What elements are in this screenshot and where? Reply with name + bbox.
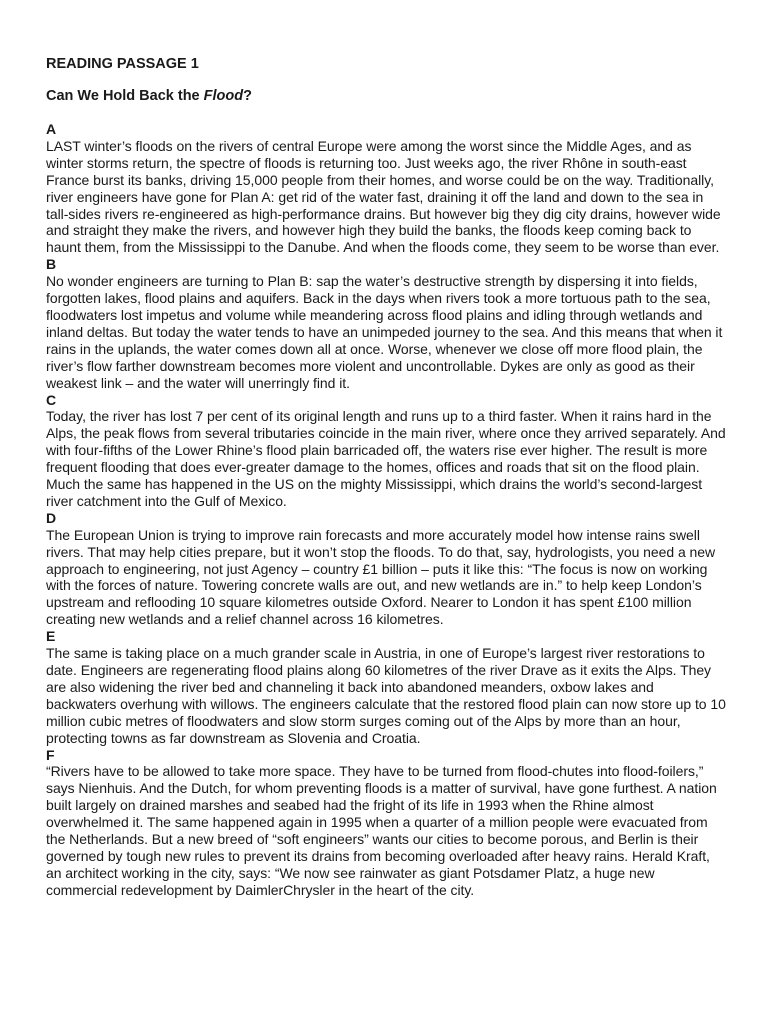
section-c [46, 392, 726, 510]
section-letter: A [46, 121, 57, 137]
section-d [46, 510, 726, 628]
section-letter: E [46, 628, 56, 645]
section-paragraph: No wonder engineers are turning to Plan B: sap the water’s destructive strength by dispersing it into fields, forgotten lakes, flood plains and aquifers. Back in the days when rivers took a more tortuous path to the sea, floodwaters lost impetus and volume while meandering across flood plains and idling through wetlands and inland deltas. But today the water tends to have an unimpeded journey to the sea. And this means that when it rains in the uplands, the water comes down all at once. Worse, whenever we close off more flood plain, the river’s flow farther downstream becomes more violent and uncontrollable. Dykes are only as good as their weakest link – and the water will unerringly find it. [46, 273, 723, 391]
section-paragraph: LAST winter’s floods on the rivers of central Europe were among the worst since the Middle Ages, and as winter storms return, the spectre of floods is returning too. Just weeks ago, the river Rhône in south-east France burst its banks, driving 15,000 people from their homes, and worse could be on the way. Traditionally, river engineers have gone for Plan A: get rid of the water fast, draining it off the land and down to the sea in tall-sides rivers re-engineered as high-performance drains. But however big they dig city drains, however wide and straight they make the rivers, and however high they build the banks, the floods keep coming back to haunt them, from the Mississippi to the Danube. And when the floods come, they seem to be worse than ever. [46, 137, 721, 256]
section-letter: F [46, 746, 55, 763]
section-letter: C [46, 391, 57, 408]
section-letter: D [46, 509, 57, 526]
passage-heading: READING PASSAGE 1 [46, 56, 199, 72]
section-a [46, 121, 726, 256]
section-paragraph: Today, the river has lost 7 per cent of its original length and runs up to a third faster. When it rains hard in the Alps, the peak flows from several tributaries coincide in the main river, where once they arrived separately. And with four-fifths of the Lower Rhine’s flood plain barricaded off, the waters rise ever higher. The result is more frequent flooding that does ever-greater damage to the homes, offices and roads that sit on the flood plain. Much the same has happened in the US on the mighty Mississippi, which drains the world’s second-largest river catchment into the Gulf of Mexico. [46, 408, 726, 509]
section-e [46, 628, 726, 746]
section-paragraph: The same is taking place on a much grander scale in Austria, in one of Europe’s largest river restorations to date. Engineers are regenerating flood plains along 60 kilometres of the river Drave as it exits the Alps. They are also widening the river bed and channeling it back into abandoned meanders, oxbow lakes and backwaters overhung with willows. The engineers calculate that the restored flood plain can now store up to 10 million cubic metres of floodwaters and slow storm surges coming out of the Alps by more than an hour, protecting towns as far downstream as Slovenia and Croatia. [46, 645, 726, 746]
title-suffix: ? [243, 88, 252, 104]
section-b [46, 256, 726, 391]
section-paragraph: The European Union is trying to improve rain forecasts and more accurately model how intense rains swell rivers. That may help cities prepare, but it won’t stop the floods. To do that, say, hydrologists, you need a new approach to engineering, not just Agency – country £1 billion – puts it like this: “The focus is now on working with the forces of nature. Towering concrete walls are out, and new wetlands are in.” to help keep London’s upstream and reflooding 10 square kilometres outside Oxford. Nearer to London it has spent £100 million creating new wetlands and a relief channel across 16 kilometres. [46, 526, 716, 628]
passage-title [46, 87, 726, 105]
section-letter: B [46, 256, 57, 273]
title-emphasis: Flood [203, 88, 244, 104]
document-page [46, 55, 726, 899]
section-f [46, 747, 726, 899]
section-paragraph: “Rivers have to be allowed to take more space. They have to be turned from flood-chutes into flood-foilers,” says Nienhuis. And the Dutch, for whom preventing floods is a matter of survival, have gone furthest. A nation built largely on drained marshes and seabed had the fright of its life in 1993 when the Rhine almost overwhelmed it. The same happened again in 1995 when a quarter of a million people were evacuated from the Netherlands. But a new breed of “soft engineers” wants our cities to become porous, and Berlin is their governed by tough new rules to prevent its drains from becoming overloaded after heavy rains. Herald Kraft, an architect working in the city, says: “We now see rainwater as giant Potsdamer Platz, a huge new commercial redevelopment by DaimlerChrysler in the heart of the city. [46, 763, 717, 898]
title-text: Can We Hold Back the [46, 88, 204, 104]
